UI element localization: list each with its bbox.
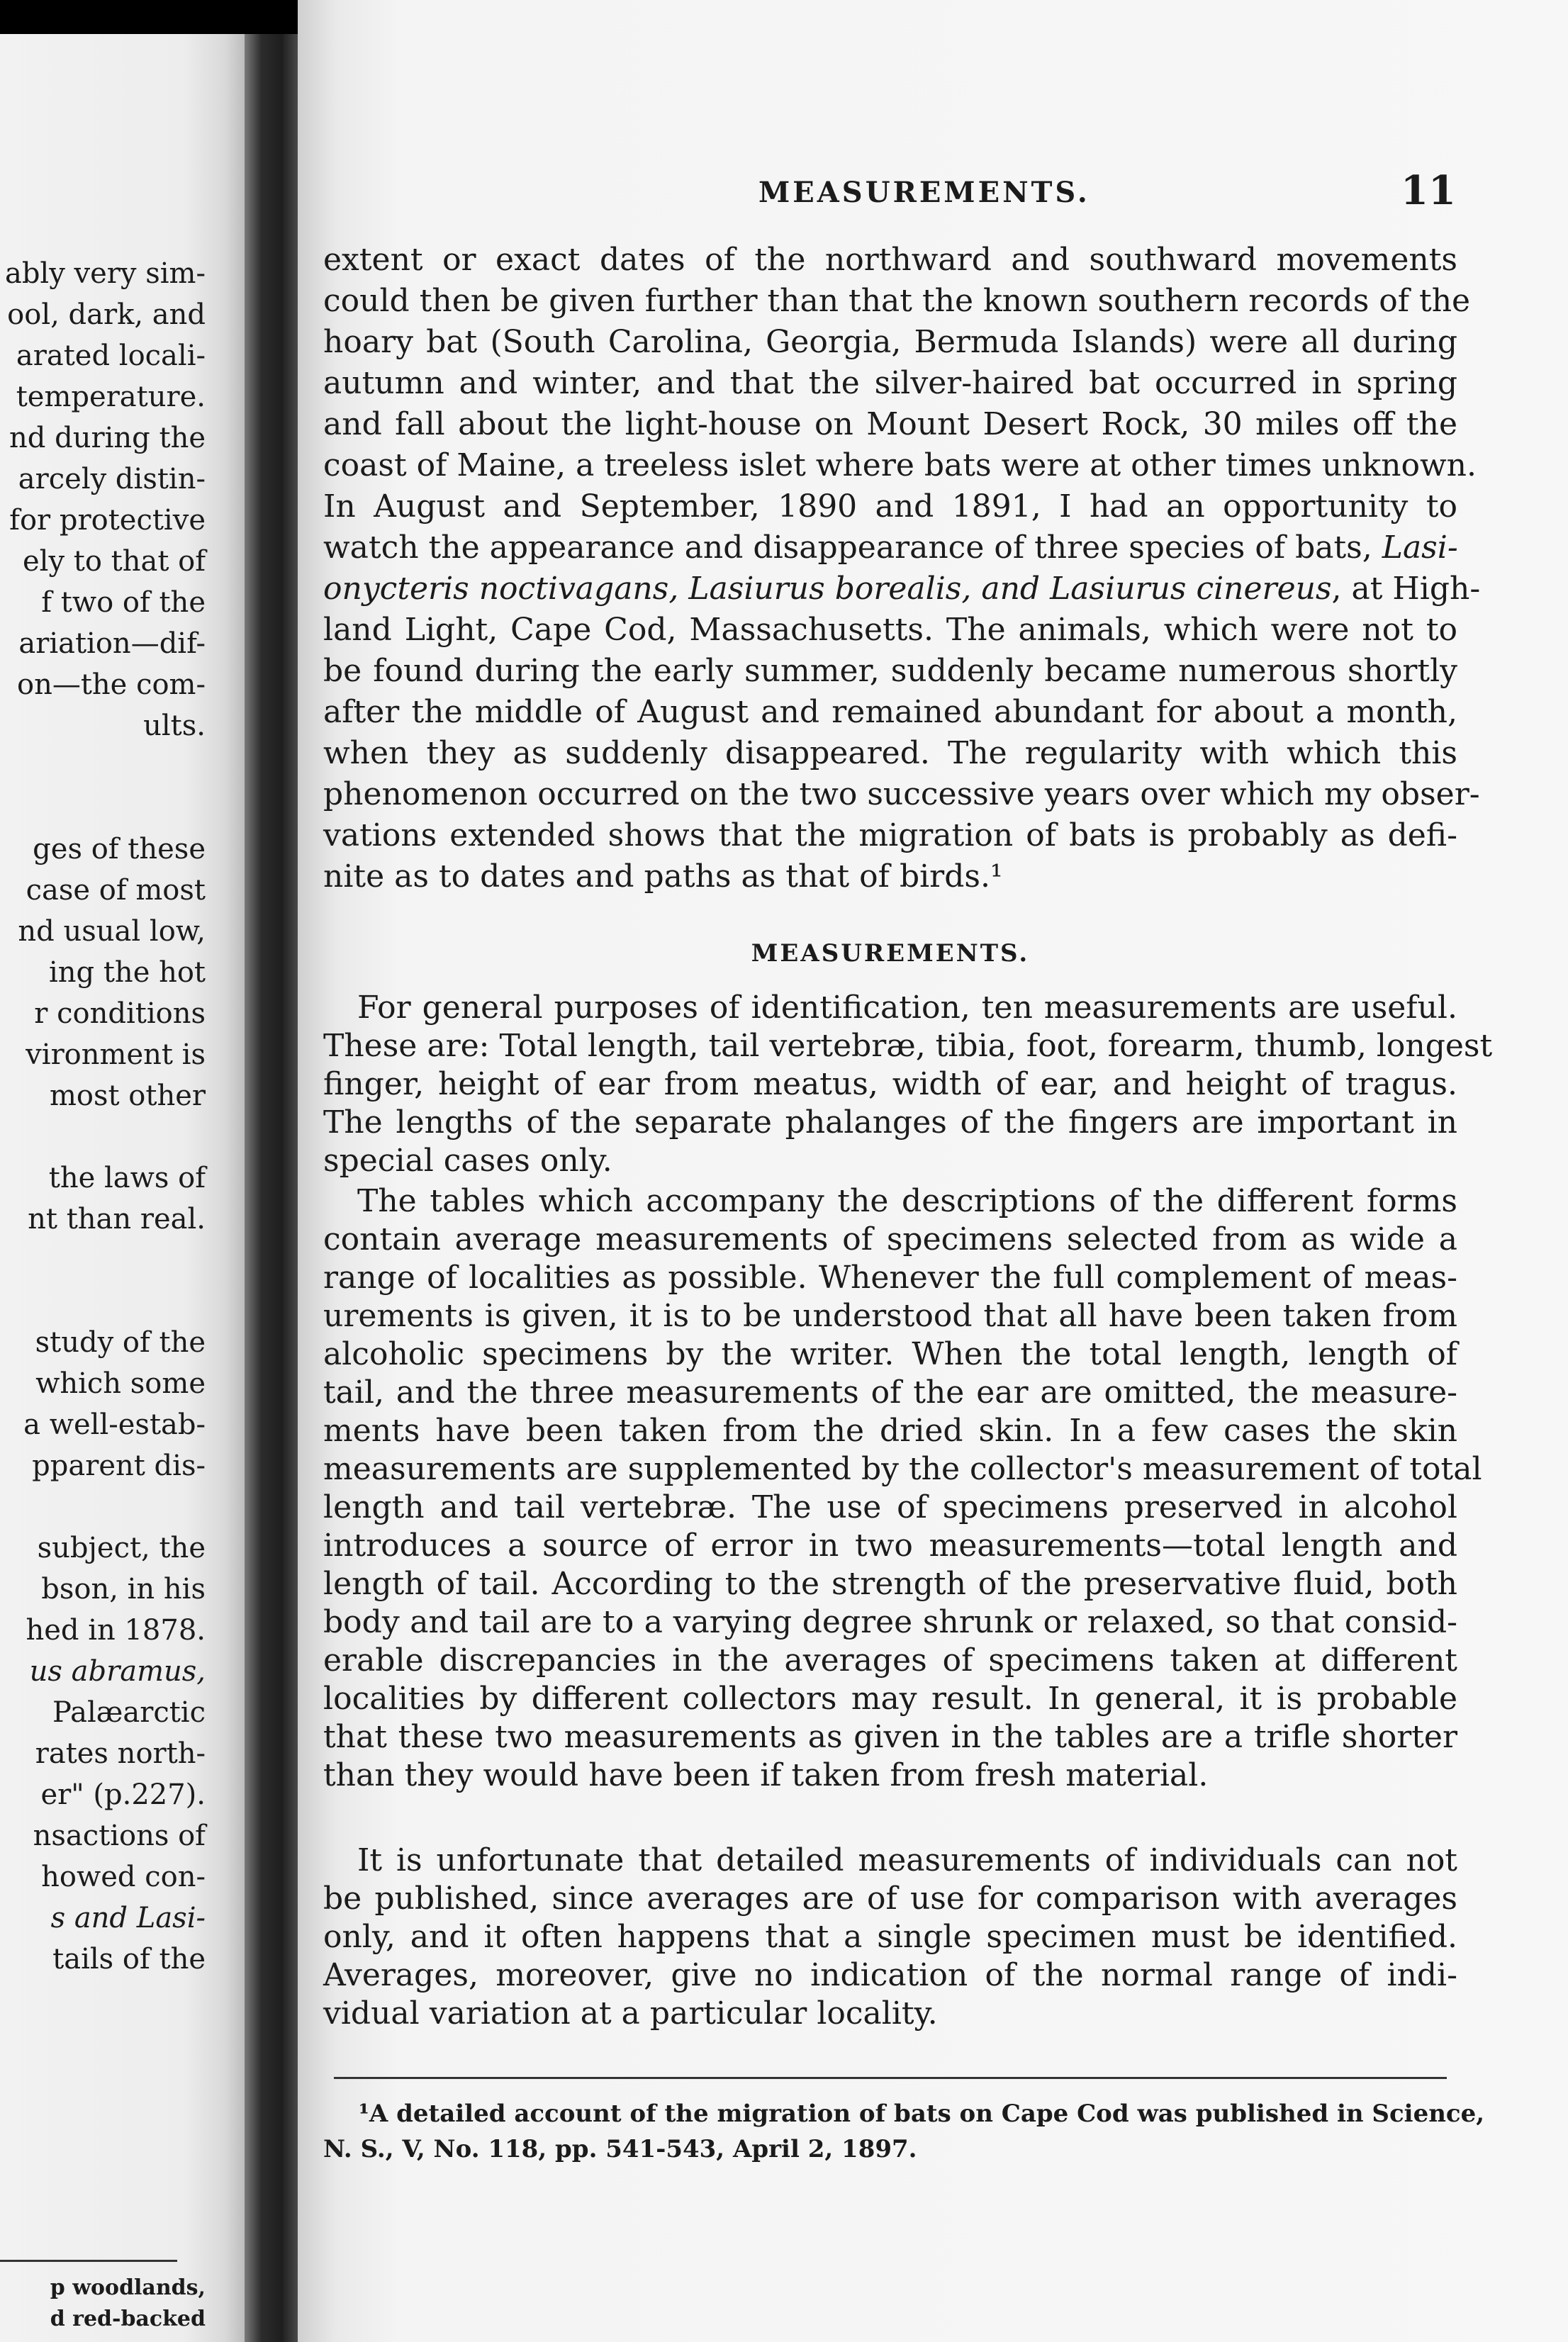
facing-text-line: arcely distin- (18, 463, 206, 495)
text-line: phenomenon occurred on the two successive years over which my obser- (323, 776, 1480, 812)
facing-text-line: ults. (143, 710, 206, 742)
text-line: measurements are supplemented by the collector's measurement of total (323, 1451, 1482, 1487)
facing-text-line: ariation—dif- (18, 627, 206, 660)
facing-text-line: f two of the (41, 586, 206, 619)
text-line: It is unfortunate that detailed measurements of individuals can not (357, 1842, 1457, 1878)
text-line: onycteris noctivagans, Lasiurus borealis, and Lasiurus cinereus, at High- (323, 571, 1481, 607)
facing-footnote-line: p woodlands, (50, 2275, 206, 2300)
facing-text-line: study of the (35, 1326, 206, 1359)
facing-text-line: subject, the (37, 1532, 206, 1564)
facing-page (0, 34, 245, 2342)
facing-text-line: ges of these (33, 833, 206, 865)
text-line: watch the appearance and disappearance of three species of bats, Lasi- (323, 530, 1458, 566)
text-line: be found during the early summer, suddenly became numerous shortly (323, 653, 1457, 689)
text-line: be published, since averages are of use for comparison with averages (323, 1881, 1457, 1917)
running-title: MEASUREMENTS. (758, 176, 1090, 209)
text-line: special cases only. (323, 1143, 612, 1179)
text-line: urements is given, it is to be understood that all have been taken from (323, 1298, 1457, 1334)
text-line: hoary bat (South Carolina, Georgia, Bermuda Islands) were all during (323, 324, 1457, 360)
facing-text-line: ool, dark, and (7, 298, 206, 331)
facing-text-line: vironment is (26, 1038, 206, 1071)
text-line: only, and it often happens that a single specimen must be identified. (323, 1919, 1457, 1955)
text-line: after the middle of August and remained abundant for about a month, (323, 694, 1457, 730)
text-line: In August and September, 1890 and 1891, I had an opportunity to (323, 488, 1457, 525)
text-line: The lengths of the separate phalanges of the fingers are important in (323, 1104, 1457, 1141)
facing-text-line: temperature. (16, 381, 206, 413)
text-line: could then be given further than that the known southern records of the (323, 283, 1471, 319)
facing-text-line: s and Lasi- (50, 1902, 206, 1934)
text-line: when they as suddenly disappeared. The regularity with which this (323, 735, 1457, 771)
text-line: erable discrepancies in the averages of specimens taken at different (323, 1642, 1457, 1679)
text-line: These are: Total length, tail vertebræ, tibia, foot, forearm, thumb, longest (323, 1028, 1493, 1064)
facing-text-line: er" (p.227). (40, 1778, 206, 1811)
facing-text-line: nsactions of (33, 1820, 206, 1852)
facing-text-line: case of most (26, 874, 206, 907)
facing-text-line: tails of the (52, 1943, 206, 1976)
facing-text-line: most other (49, 1080, 206, 1112)
facing-text-line: bson, in his (41, 1573, 206, 1606)
text-line: Averages, moreover, give no indication of the normal range of indi- (323, 1957, 1457, 1993)
text-line: ments have been taken from the dried skin. In a few cases the skin (323, 1413, 1457, 1449)
facing-text-line: nd usual low, (18, 915, 206, 948)
section-heading: MEASUREMENTS. (751, 939, 1030, 968)
text-line: introduces a source of error in two measurements—total length and (323, 1528, 1457, 1564)
text-line: alcoholic specimens by the writer. When the total length, length of (323, 1336, 1457, 1372)
facing-text-line: rates north- (35, 1737, 206, 1770)
text-line: than they would have been if taken from fresh material. (323, 1757, 1209, 1793)
text-line: coast of Maine, a treeless islet where bats were at other times unknown. (323, 447, 1477, 483)
facing-text-line: ing the hot (48, 956, 206, 989)
footnote-rule (334, 2077, 1447, 2079)
text-line: nite as to dates and paths as that of birds.¹ (323, 858, 1003, 895)
text-line: autumn and winter, and that the silver-haired bat occurred in spring (323, 365, 1457, 401)
facing-text-line: nt than real. (28, 1203, 206, 1236)
text-line: vations extended shows that the migration of bats is probably as defi- (323, 817, 1457, 853)
facing-text-line: ably very sim- (4, 257, 206, 290)
text-line: body and tail are to a varying degree shrunk or relaxed, so that consid- (323, 1604, 1457, 1640)
text-line: length and tail vertebræ. The use of specimens preserved in alcohol (323, 1489, 1457, 1525)
text-line: land Light, Cape Cod, Massachusetts. The animals, which were not to (323, 612, 1457, 648)
facing-text-line: nd during the (9, 422, 206, 454)
text-line: extent or exact dates of the northward and southward movements (323, 242, 1457, 278)
text-line: that these two measurements as given in the tables are a trifle shorter (323, 1719, 1457, 1755)
facing-footnote-line: d red-backed (50, 2307, 206, 2331)
facing-text-line: r conditions (34, 997, 206, 1030)
text-line: tail, and the three measurements of the ear are omitted, the measure- (323, 1374, 1457, 1411)
footnote-line: ¹A detailed account of the migration of bats on Cape Cod was published in Science, (359, 2100, 1485, 2128)
facing-text-line: us abramus, (29, 1655, 206, 1688)
page-number: 11 (1401, 167, 1456, 214)
facing-text-line: for protective (9, 504, 206, 537)
footnote-line: N. S., V, No. 118, pp. 541-543, April 2, 1897. (323, 2135, 917, 2163)
facing-text-line: on—the com- (17, 668, 206, 701)
facing-text-line: pparent dis- (32, 1450, 206, 1482)
text-line: finger, height of ear from meatus, width of ear, and height of tragus. (323, 1066, 1457, 1102)
facing-text-line: Palæarctic (52, 1696, 206, 1729)
text-line: The tables which accompany the descriptions of the different forms (357, 1183, 1457, 1219)
text-line: contain average measurements of specimens selected from as wide a (323, 1221, 1457, 1257)
facing-text-line: the laws of (48, 1162, 206, 1194)
facing-text-line: hed in 1878. (26, 1614, 206, 1647)
text-line: localities by different collectors may result. In general, it is probable (323, 1681, 1457, 1717)
facing-text-line: arated locali- (16, 340, 206, 372)
facing-footnote-rule (0, 2260, 177, 2262)
text-line: length of tail. According to the strength of the preservative fluid, both (323, 1566, 1457, 1602)
facing-text-line: howed con- (41, 1861, 206, 1893)
text-line: For general purposes of identification, ten measurements are useful. (357, 990, 1457, 1026)
page (298, 0, 1568, 2342)
text-line: and fall about the light-house on Mount Desert Rock, 30 miles off the (323, 406, 1457, 442)
facing-text-line: ely to that of (22, 545, 206, 578)
facing-text-line: a well-estab- (23, 1408, 206, 1441)
text-line: range of localities as possible. Whenever the full complement of meas- (323, 1260, 1457, 1296)
facing-text-line: which some (35, 1367, 206, 1400)
text-line: vidual variation at a particular locality. (323, 1995, 938, 2032)
